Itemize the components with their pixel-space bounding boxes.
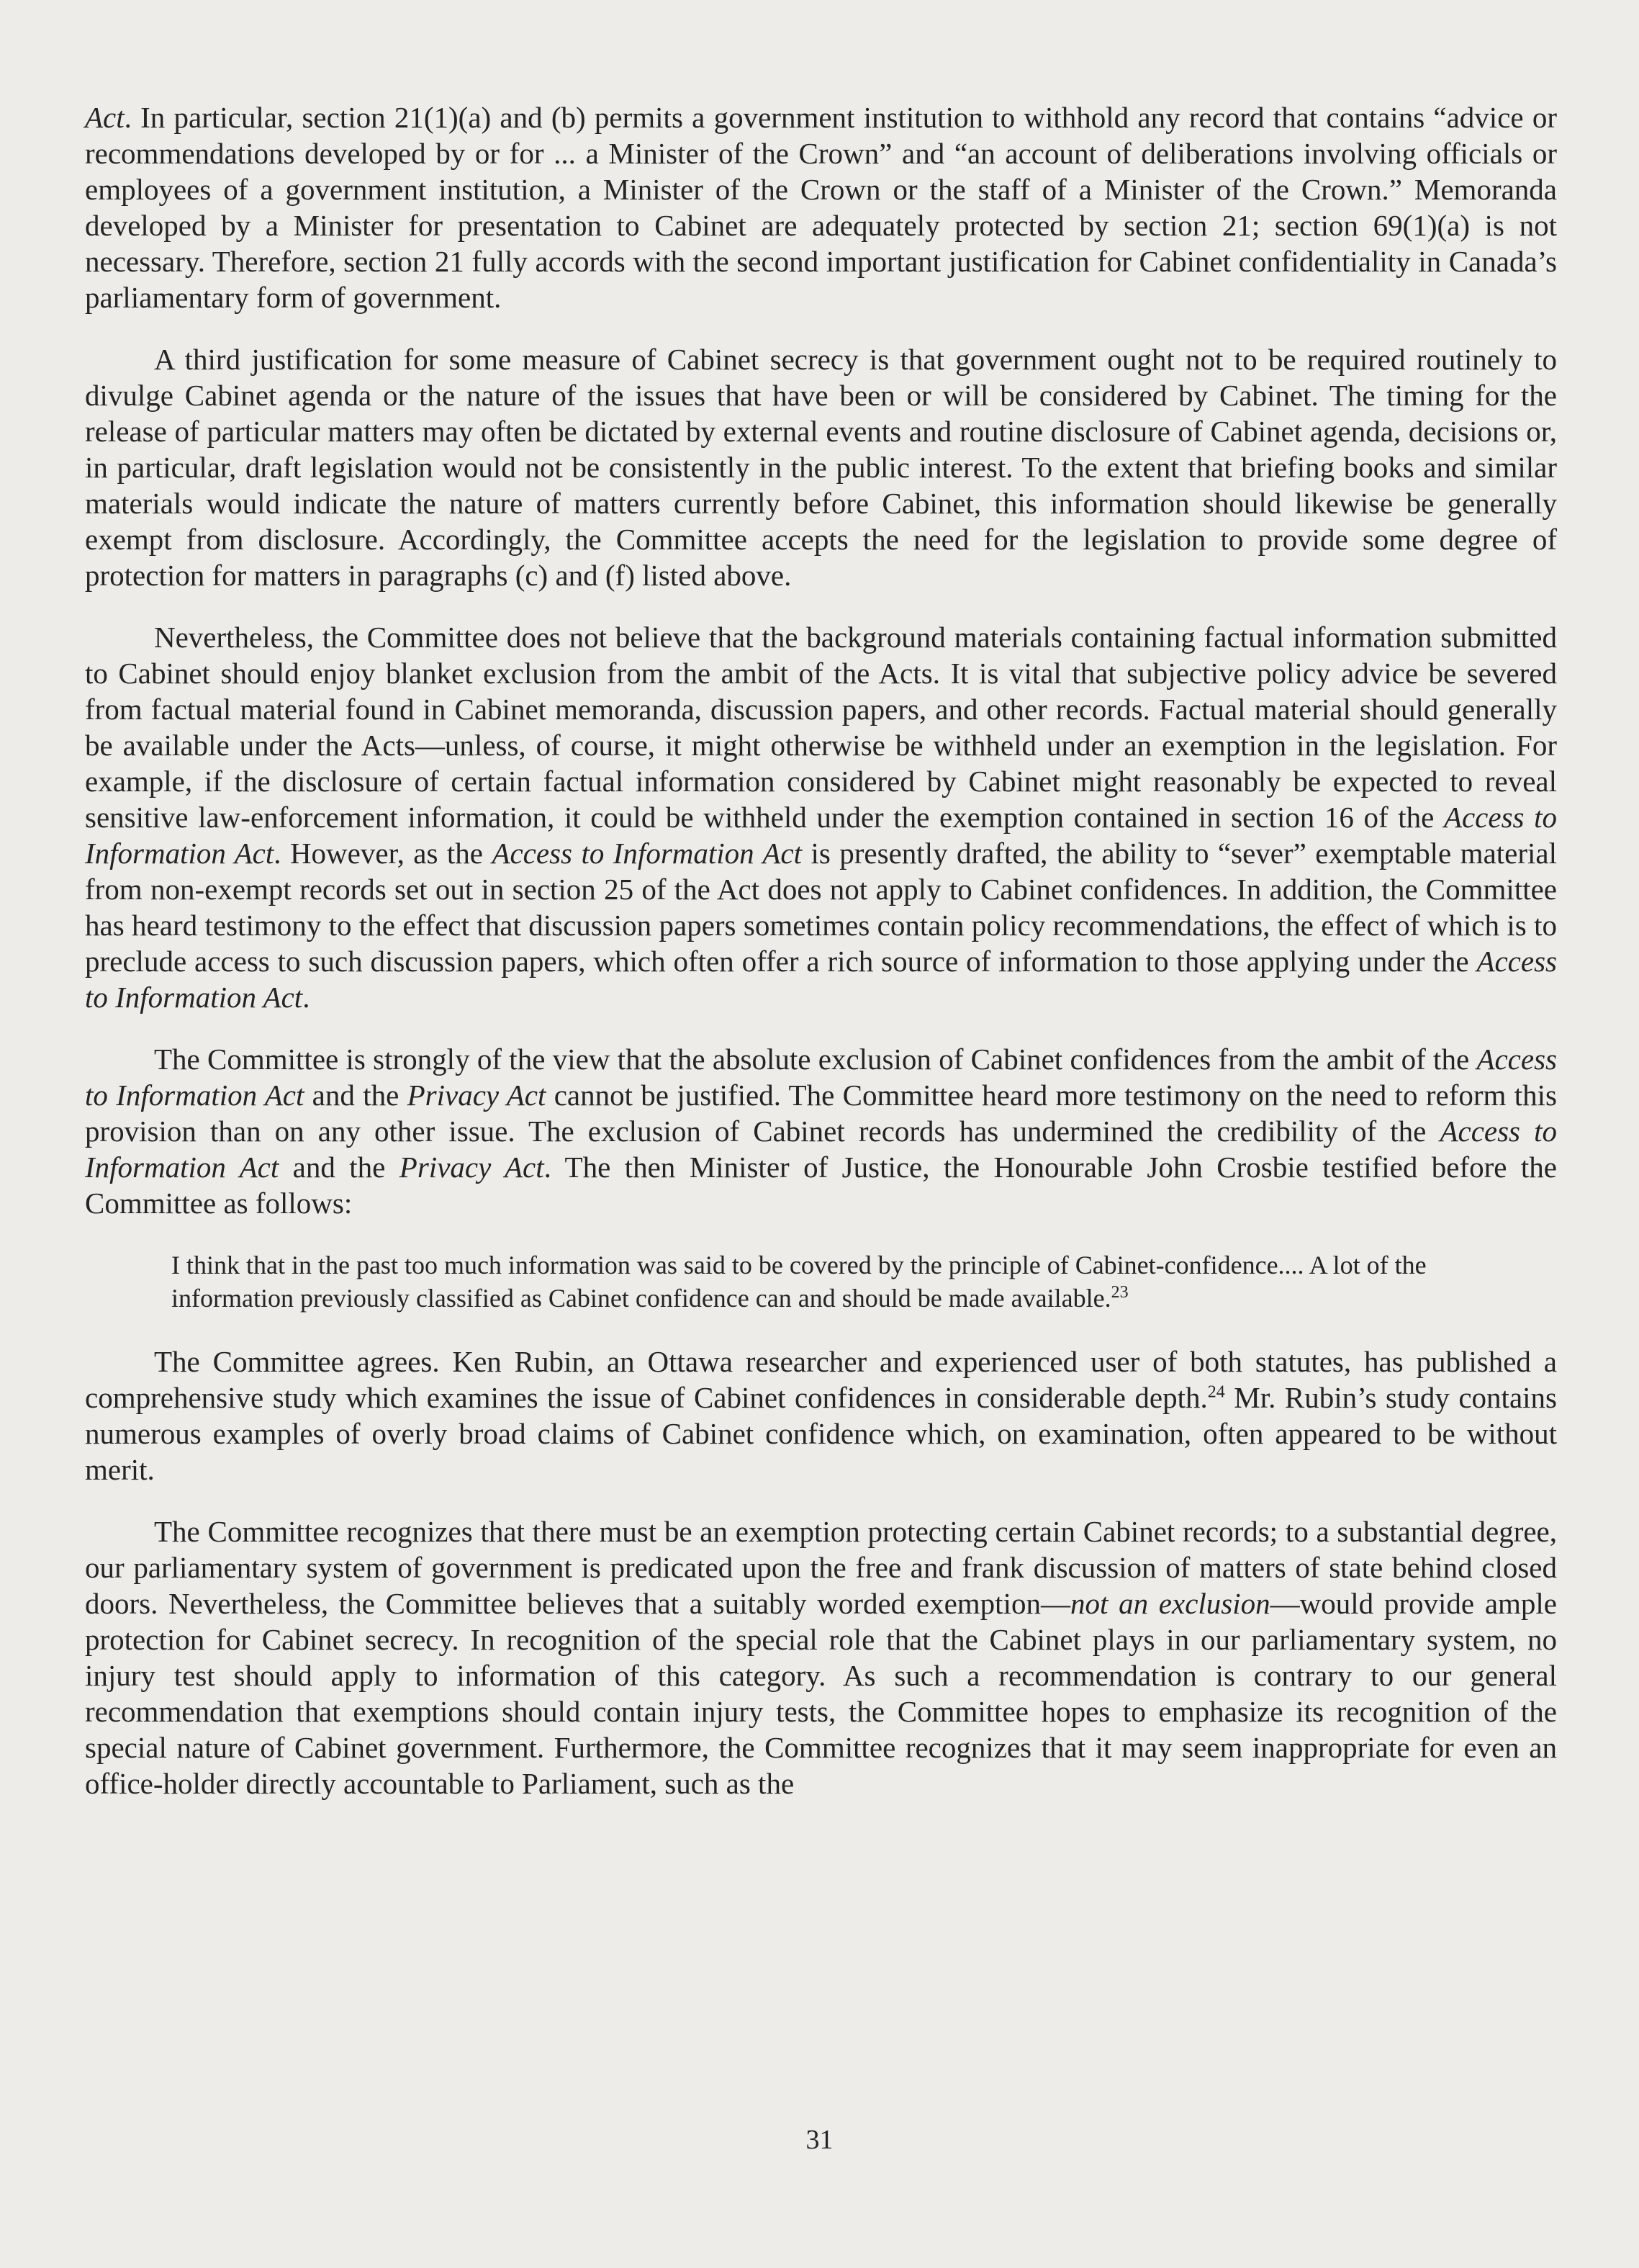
text-run: . The then Minister of Justice, the Honourable John Crosbie testified before the Committee as follows:	[85, 1151, 1557, 1220]
text-run: The Committee is strongly of the view that the absolute exclusion of Cabinet confidences from the ambit of the	[154, 1043, 1477, 1076]
text-run: cannot be justified. The Committee heard more testimony on the need to reform this provision than on any other issue. The exclusion of Cabinet records has undermined the credibility of the	[85, 1079, 1557, 1148]
text-run: —would provide ample protection for Cabinet secrecy. In recognition of the special role that the Cabinet plays in our parliamentary system, no injury test should apply to information of this category. As such a recommendation is contrary to our general recommendation that exemptions should contain injury tests, the Committee hopes to emphasize its recognition of the special nature of Cabinet government. Furthermore, the Committee recognizes that it may seem inappropriate for even an office-holder directly accountable to Parliament, such as the	[85, 1587, 1557, 1800]
text-run: The Committee agrees. Ken Rubin, an Ottawa researcher and experienced user of both statutes, has published a comprehensive study which examines the issue of Cabinet confidences in considerable depth.	[85, 1345, 1557, 1414]
footnote-marker: 23	[1111, 1283, 1129, 1302]
italic-title: Access to Information Act	[85, 1043, 1557, 1112]
italic-title: Access to Information Act	[85, 945, 1557, 1014]
italic-title: Access to Information Act	[85, 1115, 1557, 1184]
paragraph-background-materials	[85, 619, 1557, 1015]
italic-title: Act	[85, 101, 125, 134]
footnote-marker: 24	[1207, 1382, 1225, 1402]
block-quote-crosbie	[171, 1248, 1553, 1315]
text-run: The Committee recognizes that there must be an exemption protecting certain Cabinet records; to a substantial degree, our parliamentary system of government is predicated upon the free and frank discussion of matters of state behind closed doors. Nevertheless, the Committee believes that a suitably worded exemption—	[85, 1515, 1557, 1620]
paragraph-absolute-exclusion	[85, 1041, 1557, 1221]
text-run: is presently drafted, the ability to “sever” exemptable material from non-exempt records set out in section 25 of the Act does not apply to Cabinet confidences. In addition, the Committee has heard testimony to the effect that discussion papers sometimes contain policy recommendations, the effect of which is to preclude access to such discussion papers, which often offer a rich source of information to those applying under the	[85, 837, 1557, 978]
paragraph-third-justification	[85, 341, 1557, 593]
text-run: .	[302, 981, 310, 1014]
page-body	[85, 99, 1557, 1827]
paragraph-exemption	[85, 1513, 1557, 1801]
text-run: and the	[304, 1079, 407, 1112]
italic-title: Privacy Act	[407, 1079, 546, 1112]
text-run: I think that in the past too much information was said to be covered by the principle of Cabinet-confidence.... A lot of the information previously classified as Cabinet confidence can and should be made available.	[171, 1251, 1427, 1313]
italic-title: Access to Information Act	[492, 837, 803, 870]
paragraph-continuation	[85, 99, 1557, 315]
text-run: Mr. Rubin’s study contains numerous examples of overly broad claims of Cabinet confidence which, on examination, often appeared to be without merit.	[85, 1381, 1557, 1486]
paragraph-rubin-study	[85, 1344, 1557, 1488]
text-run: Nevertheless, the Committee does not believe that the background materials containing factual information submitted to Cabinet should enjoy blanket exclusion from the ambit of the Acts. It is vital that subjective policy advice be severed from factual material found in Cabinet memoranda, discussion papers, and other records. Factual material should generally be available under the Acts—unless, of course, it might otherwise be withheld under an exemption in the legislation. For example, if the disclosure of certain factual information considered by Cabinet might reasonably be expected to reveal sensitive law-enforcement information, it could be withheld under the exemption contained in section 16 of the	[85, 621, 1557, 834]
italic-title: Access to Information Act	[85, 801, 1557, 870]
text-run: A third justification for some measure of Cabinet secrecy is that government ought not to be required routinely to divulge Cabinet agenda or the nature of the issues that have been or will be considered by Cabinet. The timing for the release of particular matters may often be dictated by external events and routine disclosure of Cabinet agenda, decisions or, in particular, draft legislation would not be consistently in the public interest. To the extent that briefing books and similar materials would indicate the nature of matters currently before Cabinet, this information should likewise be generally exempt from disclosure. Accordingly, the Committee accepts the need for the legislation to provide some degree of protection for matters in paragraphs (c) and (f) listed above.	[85, 343, 1557, 592]
italic-title: Privacy Act	[399, 1151, 544, 1184]
text-run: . In particular, section 21(1)(a) and (b) permits a government institution to withhold any record that contains “advice or recommendations developed by or for ... a Minister of the Crown” and “an account of deliberations involving officials or employees of a government institution, a Minister of the Crown or the staff of a Minister of the Crown.” Memoranda developed by a Minister for presentation to Cabinet are adequately protected by section 21; section 69(1)(a) is not necessary. Therefore, section 21 fully accords with the second important justification for Cabinet confidentiality in Canada’s parliamentary form of government.	[85, 101, 1557, 314]
italic-title: not an exclusion	[1070, 1587, 1270, 1620]
page-number: 31	[805, 2125, 834, 2155]
text-run: . However, as the	[274, 837, 492, 870]
text-run: and the	[279, 1151, 399, 1184]
